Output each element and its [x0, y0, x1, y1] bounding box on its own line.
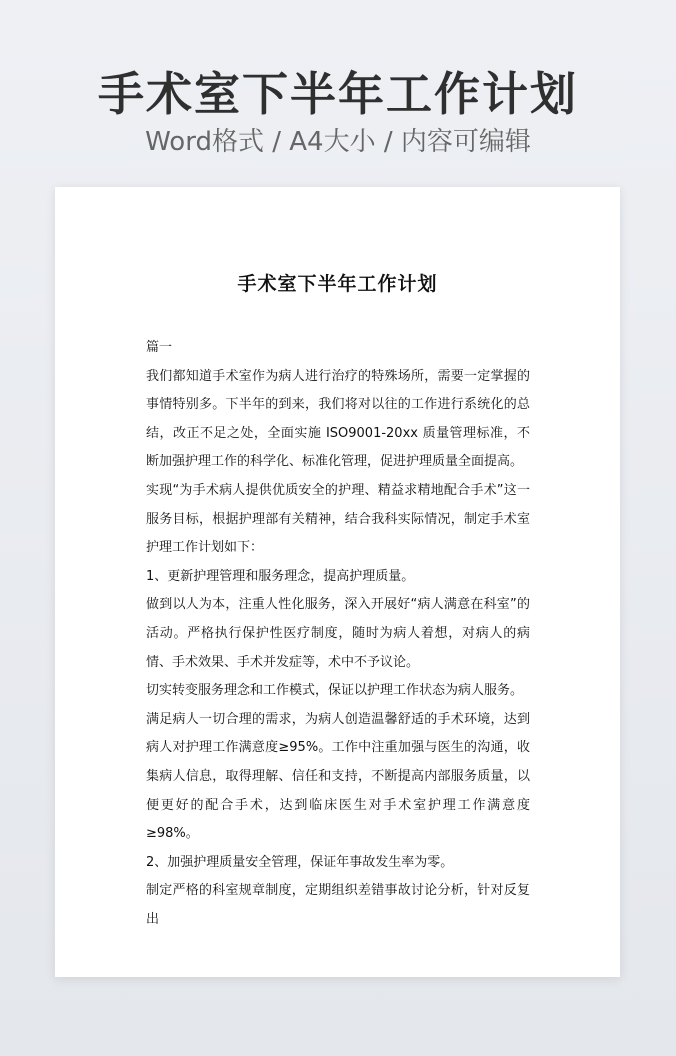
paragraph: 做到以人为本，注重人性化服务，深入开展好“病人满意在科室”的活动。严格执行保护性医疗制度，随时为病人着想，对病人的病情、手术效果、手术并发症等，术中不予议论。 — [146, 597, 530, 670]
document-body — [146, 334, 530, 934]
list-heading: 2、加强护理质量安全管理，保证年事故发生率为零。 — [146, 854, 454, 870]
banner-subtitle: Word格式 / A4大小 / 内容可编辑 — [145, 127, 531, 157]
paragraph: 实现“为手术病人提供优质安全的护理、精益求精地配合手术”这一服务目标，根据护理部有关精神，结合我科实际情况，制定手术室护理工作计划如下： — [146, 482, 530, 556]
banner — [0, 0, 676, 160]
list-heading: 1、更新护理管理和服务理念，提高护理质量。 — [146, 568, 415, 584]
document-title: 手术室下半年工作计划 — [237, 273, 438, 295]
paragraph: 我们都知道手术室作为病人进行治疗的特殊场所，需要一定掌握的事情特别多。下半年的到来，我们将对以往的工作进行系统化的总结，改正不足之处，全面实施 ISO9001-20xx 质量管理标准，不断加强护理工作的科学化、标准化管理，促进护理质量全面提高。 — [146, 368, 530, 470]
banner-title: 手术室下半年工作计划 — [98, 67, 578, 121]
section-heading: 篇一 — [146, 340, 173, 355]
paragraph: 切实转变服务理念和工作模式，保证以护理工作状态为病人服务。 — [146, 683, 524, 699]
document-page — [55, 187, 620, 977]
paragraph: 制定严格的科室规章制度，定期组织差错事故讨论分析，针对反复出 — [146, 883, 530, 927]
paragraph: 满足病人一切合理的需求，为病人创造温馨舒适的手术环境，达到病人对护理工作满意度≥95%。工作中注重加强与医生的沟通，收集病人信息，取得理解、信任和支持，不断提高内部服务质量，以便更好的配合手术，达到临床医生对手术室护理工作满意度≥98%。 — [146, 711, 530, 842]
